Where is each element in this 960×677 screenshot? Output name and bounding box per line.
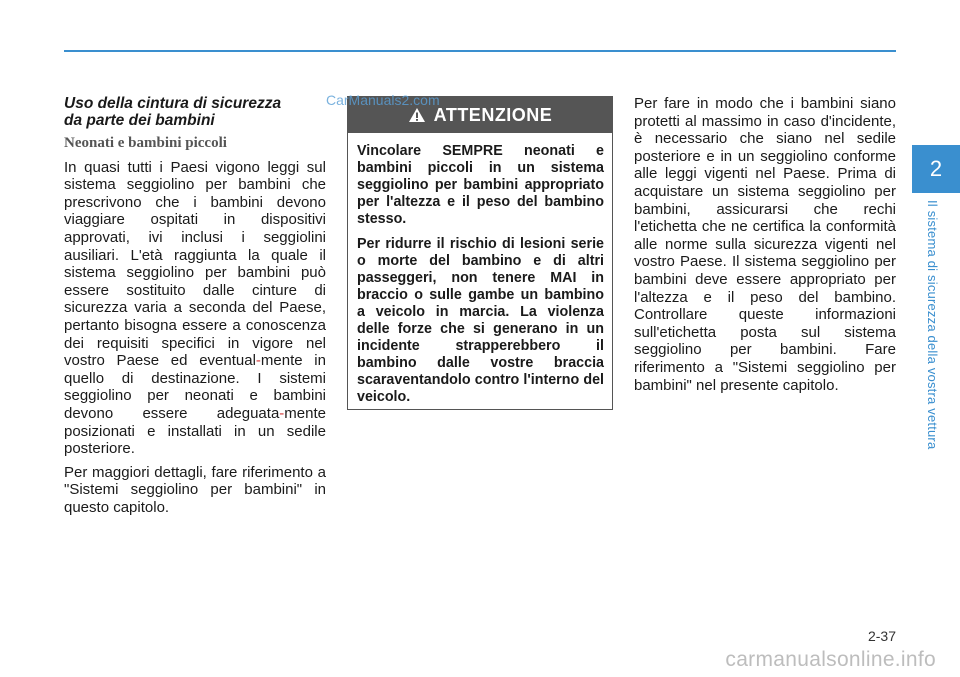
warning-box	[347, 96, 613, 410]
warning-paragraph-2: Per ridurre il rischio di lesioni serie o morte del bambino e di altri passeggeri, non tenere MAI in braccio o sulle gambe un bambino a veicolo in marcia. La violenza delle forze che si generano in un incidente strapperebbero il bambino dalle vostre braccia scaraventandolo contro l'interno del veicolo.	[357, 236, 604, 405]
section-heading: Uso della cintura di sicurezza da parte dei bambini	[64, 95, 282, 129]
chapter-title: Il sistema di sicurezza della vostra vettura	[925, 200, 940, 450]
left-paragraph-1: In quasi tutti i Paesi vigono leggi sul sistema seggiolino per bambini che prescrivono che i bambini devono viaggiare ospitati in dispositivi approvati, ivi inclusi i seggiolini ausiliari. L'età raggiunta la quale il sistema seggiolino per bambini può essere sostituito dalle cinture di sicurezza varia a seconda del Paese, pertanto bisogna essere a conoscenza dei requisiti specifici in vigore nel vostro Paese ed eventual-mente in quello di destinazione. I sistemi seggiolino per neonati e bambini devono essere adeguata-mente posizionati e installati in un sedile posteriore.	[64, 158, 326, 458]
right-column	[634, 95, 896, 400]
warning-title: ATTENZIONE	[433, 104, 553, 125]
left-paragraph-2: Per maggiori dettagli, fare riferimento a "Sistemi seggiolino per bambini" in questo capitolo.	[64, 463, 326, 516]
warning-paragraph-1: Vincolare SEMPRE neonati e bambini piccoli in un sistema seggiolino per bambini appropriato per l'altezza e il peso del bambino stesso.	[357, 143, 604, 227]
side-title-wrap	[920, 200, 944, 478]
watermark-bottom: carmanualsonline.info	[725, 648, 936, 671]
warning-triangle-icon	[408, 107, 426, 123]
chapter-tab: 2	[912, 145, 960, 193]
warning-body	[348, 133, 612, 406]
left-column	[64, 95, 326, 522]
header-rule	[64, 50, 896, 52]
subheading: Neonati e bambini piccoli	[64, 135, 227, 151]
page-number: 2-37	[867, 628, 896, 644]
right-paragraph-1: Per fare in modo che i bambini siano protetti al massimo in caso d'incidente, è necessario che siano nel sedile posteriore e in un seggiolino conforme alle leggi vigenti nel Paese. Prima di acquistare un sistema seggiolino per bambini, assicurarsi che rechi l'etichetta che ne certifica la conformità alle norme sulla sicurezza vigenti nel vostro Paese. Il sistema seggiolino per bambini deve essere appropriato per l'altezza e il peso del bambino. Controllare queste informazioni sull'etichetta posta sul sistema seggiolino per bambini. Fare riferimento a "Sistemi seggiolino per bambini" nel presente capitolo.	[634, 95, 896, 394]
watermark-top: CarManuals2.com	[326, 92, 440, 108]
